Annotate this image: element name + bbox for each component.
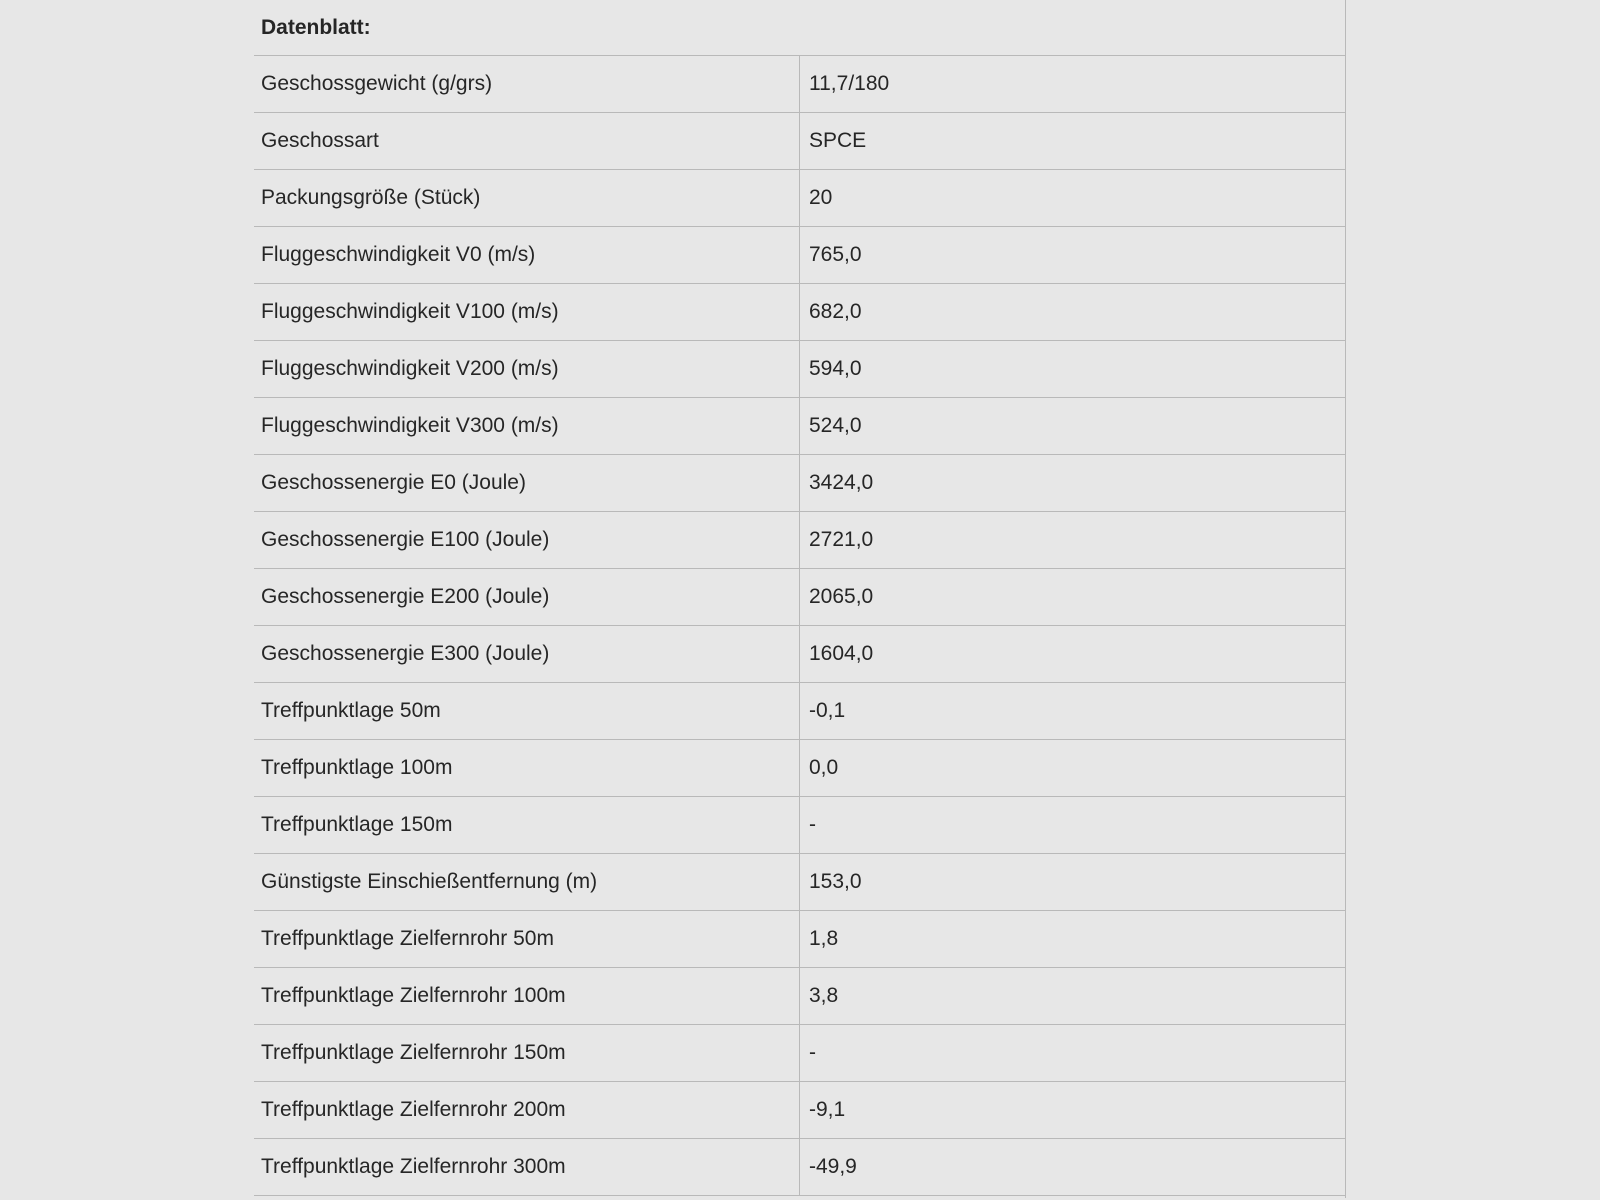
table-row bbox=[254, 284, 1345, 341]
row-label: Treffpunktlage Zielfernrohr 50m bbox=[254, 911, 800, 967]
table-row bbox=[254, 797, 1345, 854]
row-label: Geschossenergie E200 (Joule) bbox=[254, 569, 800, 625]
row-label: Geschossart bbox=[254, 113, 800, 169]
row-value: 765,0 bbox=[809, 243, 862, 266]
row-value: 594,0 bbox=[809, 357, 862, 380]
table-row bbox=[254, 740, 1345, 797]
row-label: Fluggeschwindigkeit V200 (m/s) bbox=[254, 341, 800, 397]
row-label: Treffpunktlage Zielfernrohr 300m bbox=[254, 1139, 800, 1195]
row-label: Günstigste Einschießentfernung (m) bbox=[254, 854, 800, 910]
table-row bbox=[254, 170, 1345, 227]
row-value: 3424,0 bbox=[809, 471, 874, 494]
table-row bbox=[254, 341, 1345, 398]
table-row bbox=[254, 512, 1345, 569]
row-value: -0,1 bbox=[809, 699, 846, 722]
row-value: SPCE bbox=[809, 129, 867, 152]
table-row bbox=[254, 56, 1345, 113]
row-value: 0,0 bbox=[809, 756, 839, 779]
row-value: 2721,0 bbox=[809, 528, 874, 551]
table-row bbox=[254, 455, 1345, 512]
row-value: 1604,0 bbox=[809, 642, 874, 665]
datasheet-table bbox=[254, 0, 1346, 1198]
row-label: Treffpunktlage 50m bbox=[254, 683, 800, 739]
row-value: 153,0 bbox=[809, 870, 862, 893]
row-value: -49,9 bbox=[809, 1155, 857, 1178]
row-label: Geschossenergie E0 (Joule) bbox=[254, 455, 800, 511]
table-row bbox=[254, 968, 1345, 1025]
row-label: Treffpunktlage Zielfernrohr 200m bbox=[254, 1082, 800, 1138]
row-label: Fluggeschwindigkeit V100 (m/s) bbox=[254, 284, 800, 340]
table-row bbox=[254, 854, 1345, 911]
row-value: 20 bbox=[809, 186, 833, 209]
table-row bbox=[254, 683, 1345, 740]
table-row bbox=[254, 569, 1345, 626]
row-label: Geschossenergie E300 (Joule) bbox=[254, 626, 800, 682]
row-label: Packungsgröße (Stück) bbox=[254, 170, 800, 226]
row-label: Geschossenergie E100 (Joule) bbox=[254, 512, 800, 568]
datasheet-title: Datenblatt: bbox=[254, 0, 1345, 56]
datasheet-rows bbox=[254, 56, 1345, 1196]
table-row bbox=[254, 626, 1345, 683]
row-value: - bbox=[809, 1041, 816, 1064]
row-value: 11,7/180 bbox=[809, 72, 890, 95]
row-label: Geschossgewicht (g/grs) bbox=[254, 56, 800, 112]
row-label: Treffpunktlage Zielfernrohr 150m bbox=[254, 1025, 800, 1081]
row-value: 2065,0 bbox=[809, 585, 874, 608]
row-label: Treffpunktlage Zielfernrohr 100m bbox=[254, 968, 800, 1024]
row-value: 1,8 bbox=[809, 927, 839, 950]
row-value: 3,8 bbox=[809, 984, 839, 1007]
row-label: Treffpunktlage 150m bbox=[254, 797, 800, 853]
row-label: Fluggeschwindigkeit V0 (m/s) bbox=[254, 227, 800, 283]
row-value: 524,0 bbox=[809, 414, 862, 437]
table-row bbox=[254, 113, 1345, 170]
row-value: -9,1 bbox=[809, 1098, 846, 1121]
row-label: Treffpunktlage 100m bbox=[254, 740, 800, 796]
table-row bbox=[254, 911, 1345, 968]
table-row bbox=[254, 398, 1345, 455]
row-value: 682,0 bbox=[809, 300, 862, 323]
table-row bbox=[254, 227, 1345, 284]
table-row bbox=[254, 1025, 1345, 1082]
row-value: - bbox=[809, 813, 816, 836]
row-label: Fluggeschwindigkeit V300 (m/s) bbox=[254, 398, 800, 454]
table-row bbox=[254, 1139, 1345, 1196]
table-row bbox=[254, 1082, 1345, 1139]
